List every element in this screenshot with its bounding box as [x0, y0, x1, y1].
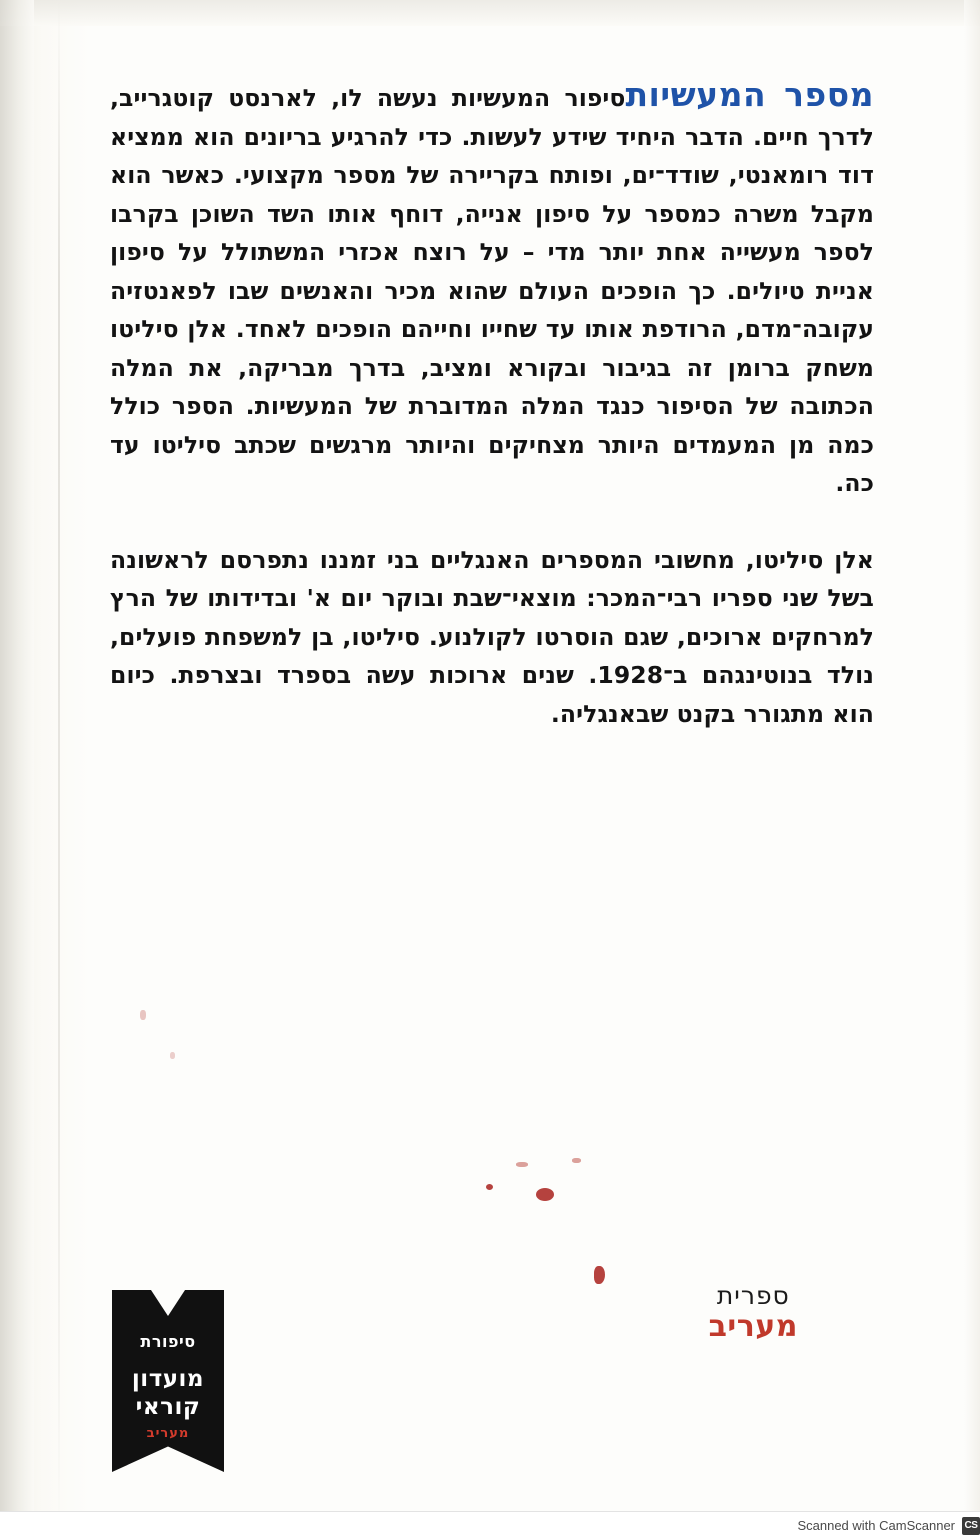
camscanner-footer-text: Scanned with CamScanner [797, 1518, 955, 1533]
scan-edge-top [0, 0, 980, 26]
imprint-line-2: מעריב [708, 1309, 798, 1345]
blurb-paragraph-1-lead: סיפור המעשיות [451, 84, 626, 112]
imprint-mark [709, 1283, 798, 1343]
book-title-word: מספר המעשיות [625, 75, 874, 114]
camscanner-badge-icon: CS [962, 1517, 980, 1535]
ink-smudge [170, 1052, 175, 1059]
ink-stain [486, 1184, 493, 1190]
blurb-paragraph-1-rest: נעשה לו, לארנסט קוטגרייב, לדרך חיים. הדבר היחיד שידע לעשות. כדי להרגיע בריונים הוא ממציא דוד רומאנטי, שודד־ים, ופותח בקריירה של מספר מקצועי. כאשר הוא מקבל משרה כמספר על סיפון אנייה, דוחף אותו השד השוכן בקרבו לספר מעשייה אחת יותר מדי – על רוצח אכזרי המשתולל על סיפון אניית טיולים. כך הופכים העולם שהוא מכיר והאנשים שבו לפאנטזיה עקובה־מדם, הרודפת אותו עד שחייו וחייהם הופכים לאחד. אלן סיליטו משחק ברומן זה בגיבור ובקורא ומציב, בדרך מבריקה, את המלה הכתובה של הסיפור כנגד המלה המדוברת של המעשיות. הספר כולל כמה מן המעמדים היותר מצחיקים והיותר מרגשים שכתב סיליטו עד כה. [110, 84, 874, 497]
logo-club-label-2: קוראי [135, 1394, 201, 1420]
back-cover-blurb [110, 76, 874, 733]
logo-genre-label: סיפורת [140, 1332, 196, 1351]
book-club-logo [112, 1290, 224, 1472]
ink-smudge [572, 1158, 581, 1163]
scan-edge-right [964, 0, 980, 1539]
ink-stain [536, 1188, 554, 1201]
logo-club-label-1: מועדון [131, 1366, 205, 1392]
blurb-paragraph-2: אלן סיליטו, מחשובי המספרים האנגליים בני זמננו נתפרסם לראשונה בשל שני ספריו רבי־המכר: מוצאי־שבת ובוקר יום א' ובדידותו של הרץ למרחקים ארוכים, שגם הוסרטו לקולנוע. סיליטו, בן למשפחת פועלים, נולד בנוטינגהם ב־1928. שנים ארוכות עשה בספרד ובצרפת. כיום הוא מתגורר בקנט שבאנגליה. [110, 545, 874, 728]
logo-publisher-label: מעריב [146, 1426, 190, 1441]
ink-smudge [140, 1010, 146, 1020]
scan-edge-left [0, 0, 34, 1539]
blurb-paragraph-1 [110, 76, 874, 503]
imprint-line-1: ספרית [716, 1281, 790, 1310]
page-fold-line [58, 0, 60, 1539]
camscanner-footer [0, 1511, 980, 1539]
ink-smudge [516, 1162, 528, 1167]
